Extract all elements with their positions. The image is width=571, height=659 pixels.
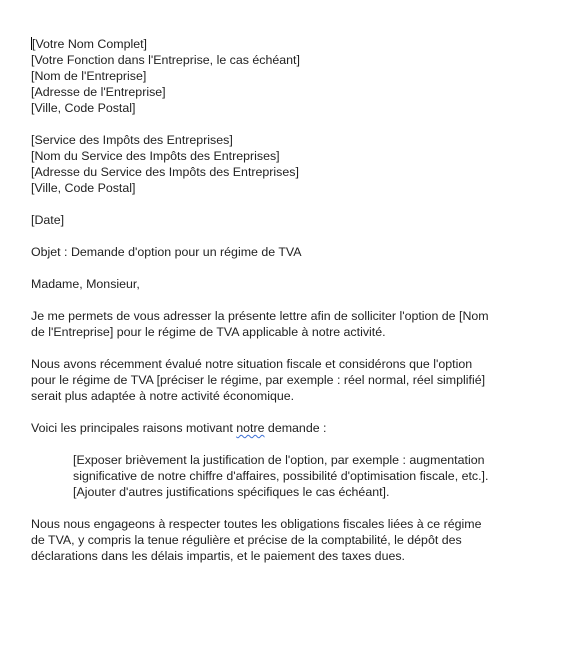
reason-line: significative de notre chiffre d'affaires, possibilité d'optimisation fiscale, etc.]. <box>73 469 489 483</box>
sender-line: [Ville, Code Postal] <box>31 101 136 115</box>
reasons-intro-text: demande : <box>264 421 327 435</box>
document-body[interactable] <box>31 36 551 564</box>
paragraph-line <box>31 420 551 436</box>
salutation-text: Madame, Monsieur, <box>31 277 140 291</box>
paragraph-line: pour le régime de TVA [préciser le régime, par exemple : réel normal, réel simplifié] <box>31 373 486 387</box>
sender-line: [Votre Fonction dans l'Entreprise, le cas échéant] <box>31 53 300 67</box>
recipient-line: [Nom du Service des Impôts des Entreprises] <box>31 149 280 163</box>
subject-text: Objet : Demande d'option pour un régime de TVA <box>31 245 302 259</box>
sender-name: [Votre Nom Complet] <box>32 37 148 51</box>
paragraph-2 <box>31 356 551 404</box>
reasons-indented-block <box>31 452 543 500</box>
paragraph-line: de TVA, y compris la tenue régulière et précise de la comptabilité, le dépôt des <box>31 533 462 547</box>
paragraph-line: Je me permets de vous adresser la présente lettre afin de solliciter l'option de [Nom <box>31 309 489 323</box>
date-line <box>31 212 551 228</box>
paragraph-line: de l'Entreprise] pour le régime de TVA applicable à notre activité. <box>31 325 386 339</box>
salutation <box>31 276 551 292</box>
reason-line: [Ajouter d'autres justifications spécifiques le cas échéant]. <box>73 485 390 499</box>
paragraph-3 <box>31 516 551 564</box>
sender-block <box>31 36 551 116</box>
paragraph-line: Nous nous engageons à respecter toutes les obligations fiscales liées à ce régime <box>31 517 482 531</box>
paragraph-line: serait plus adaptée à notre activité économique. <box>31 389 295 403</box>
recipient-line: [Service des Impôts des Entreprises] <box>31 133 233 147</box>
recipient-line: [Adresse du Service des Impôts des Entreprises] <box>31 165 299 179</box>
reasons-intro-text: Voici les principales raisons motivant <box>31 421 237 435</box>
sender-line: [Adresse de l'Entreprise] <box>31 85 166 99</box>
recipient-line: [Ville, Code Postal] <box>31 181 136 195</box>
paragraph-1 <box>31 308 551 340</box>
spellcheck-flagged-word[interactable]: notre <box>236 421 265 435</box>
reasons-intro <box>31 420 551 436</box>
date-text: [Date] <box>31 213 65 227</box>
sender-line: [Nom de l'Entreprise] <box>31 69 147 83</box>
sender-line <box>31 36 551 52</box>
subject-line <box>31 244 551 260</box>
reason-line: [Exposer brièvement la justification de l'option, par exemple : augmentation <box>73 453 485 467</box>
paragraph-line: Nous avons récemment évalué notre situation fiscale et considérons que l'option <box>31 357 473 371</box>
recipient-block <box>31 132 551 196</box>
paragraph-line: déclarations dans les délais impartis, et le paiement des taxes dues. <box>31 549 405 563</box>
